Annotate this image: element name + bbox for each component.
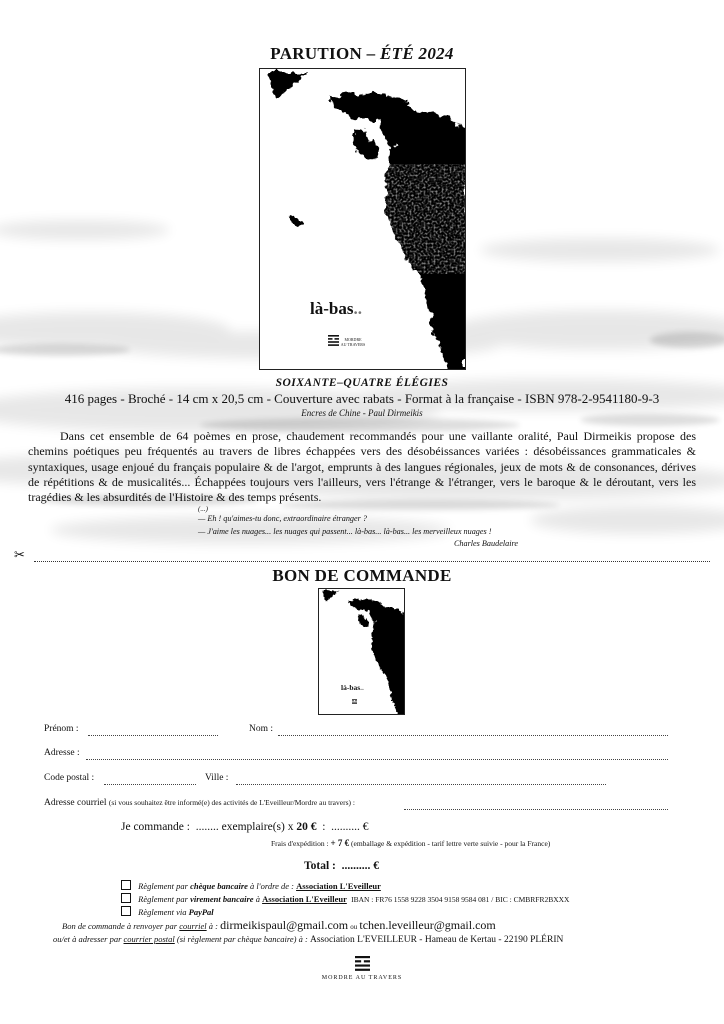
book-cover-small (318, 588, 405, 715)
cover-title: là-bas.. (310, 299, 362, 318)
payment-paypal[interactable]: Règlement via PayPal (121, 906, 214, 917)
cover-publisher-logo: MORDRE AU TRAVERS (328, 335, 378, 347)
checkbox-paypal[interactable] (121, 906, 131, 916)
footer-logo-text: MORDRE AU TRAVERS (321, 975, 403, 981)
email-link-2[interactable]: tchen.leveilleur@gmail.com (359, 918, 496, 932)
ink-illustration (260, 69, 466, 370)
order-form-title: BON DE COMMANDE (272, 566, 452, 585)
code-postal-label: Code postal : (44, 773, 95, 783)
mordre-logo-icon (355, 956, 370, 971)
courriel-field[interactable] (404, 809, 668, 810)
checkbox-virement[interactable] (121, 893, 131, 903)
cover-title-small: là-bas.. (341, 683, 364, 692)
book-description: Dans cet ensemble de 64 poèmes en prose, chaudement recommandés pour une vaillante oralité, Paul Dirmeikis propose des chemins poétiques peu fréquentés au travers de libres échappées vers des désobéissances variées : désobéissances grammaticales & syntaxiques, usage enjoué du français populaire & de l'argot, emprunts à des langues régionales, jeux de mots & de consonances, dérives de répétitions & de musicalités... Échappées toujours vers l'ailleurs, vers l'étrange & l'étranger, vers le baroque & le déroutant, vers les tragédies & les absurdités de l'Histoire & des temps présents. (28, 429, 696, 505)
book-specs: 416 pages - Broché - 14 cm x 20,5 cm - Couverture avec rabats - Format à la française - ISBN 978-2-9541180-9-3 (64, 391, 660, 406)
scissors-icon: ✂ (14, 547, 25, 562)
quote-line-1: — Eh ! qu'aimes-tu donc, extraordinaire étranger ? (198, 514, 367, 523)
ink-illustration-small (319, 589, 405, 715)
code-postal-field[interactable] (104, 784, 196, 785)
book-subtitle: SOIXANTE–QUATRE ÉLÉGIES (275, 377, 449, 389)
payment-virement[interactable]: Règlement par virement bancaire à Association L'Eveilleur IBAN : FR76 1558 9228 3504 9158 9584 081 / BIC : CMBRFR2BXXX (121, 893, 569, 904)
send-by-post: ou/et à adresser par courrier postal (si règlement par chèque bancaire) à : Association L'EVEILLEUR - Hameau de Kertau - 22190 PLÉRIN (53, 934, 564, 945)
prenom-field[interactable] (88, 735, 218, 736)
payment-cheque[interactable]: Règlement par chèque bancaire à l'ordre de : Association L'Eveilleur (121, 880, 381, 891)
adresse-field[interactable] (86, 759, 668, 760)
cut-line (34, 561, 710, 562)
prenom-label: Prénom : (44, 724, 79, 734)
quote-ellipsis: (...) (198, 505, 208, 513)
mordre-logo-icon (328, 335, 339, 346)
ville-field[interactable] (236, 784, 606, 785)
order-line: Je commande : ........ exemplaire(s) x 20 € : .......... € (121, 821, 369, 833)
total-field[interactable]: .......... (341, 860, 371, 872)
quantity-field[interactable]: ........ (195, 821, 219, 833)
total-line: Total : .......... € (304, 860, 379, 872)
quote-author: Charles Baudelaire (453, 539, 518, 548)
nom-field[interactable] (278, 735, 668, 736)
shipping-line: Frais d'expédition : + 7 € (emballage & expédition - tarif lettre verte suivie - pour la France) (271, 838, 551, 848)
quote-line-2: — J'aime les nuages... les nuages qui passent... là-bas... là-bas... les merveilleux nuages ! (198, 526, 492, 536)
mordre-logo-icon (352, 699, 357, 704)
courriel-label: Adresse courriel (si vous souhaitez être informé(e) des activités de L'Eveilleur/Mordre au travers) : (44, 798, 355, 808)
ville-label: Ville : (205, 773, 229, 783)
footer-logo (0, 956, 724, 981)
amount-field[interactable]: .......... (331, 821, 360, 833)
illustration-credit: Encres de Chine - Paul Dirmeikis (301, 408, 423, 418)
book-cover (259, 68, 466, 370)
page-title: PARUTION – ÉTÉ 2024 (270, 44, 454, 63)
send-by-email: Bon de commande à renvoyer par courriel à : dirmeikispaul@gmail.com ou tchen.leveilleur@gmail.com (62, 918, 496, 932)
email-link-1[interactable]: dirmeikispaul@gmail.com (220, 918, 349, 932)
checkbox-cheque[interactable] (121, 880, 131, 890)
epigraph (198, 505, 528, 551)
nom-label: Nom : (249, 724, 274, 734)
adresse-label: Adresse : (44, 748, 80, 758)
